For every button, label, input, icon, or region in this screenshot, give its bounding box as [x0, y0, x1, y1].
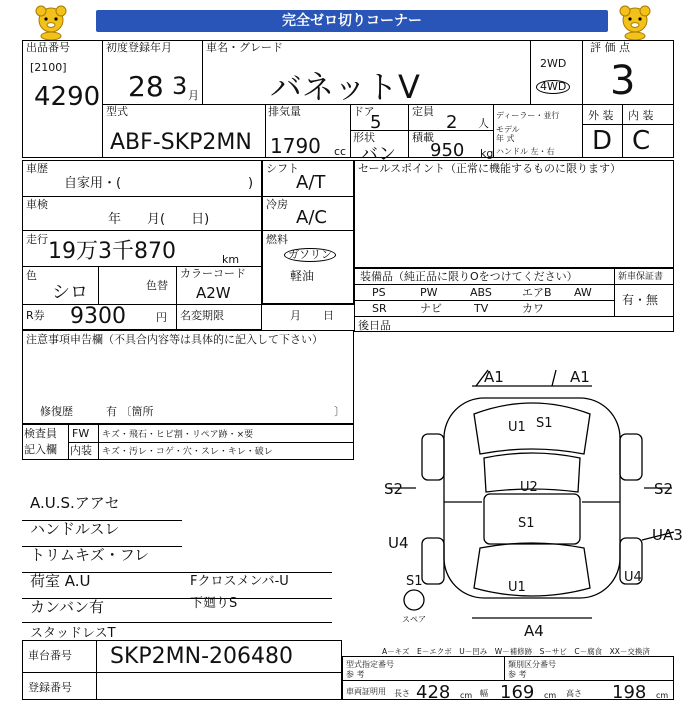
- mark-u1-rear: U1: [508, 580, 526, 595]
- color-code-value: A2W: [196, 284, 231, 302]
- kg-unit: kg: [480, 147, 494, 160]
- first-reg-month: 3: [172, 72, 188, 100]
- drive-4wd: 4WD: [536, 80, 570, 94]
- length-value: 428: [416, 682, 451, 703]
- color-code-label: カラーコード: [180, 267, 246, 280]
- rear-window: [474, 543, 590, 596]
- cert-label: 車両証明用: [346, 687, 386, 696]
- equip-navi: ナビ: [420, 302, 442, 315]
- first-reg-year: 28: [128, 70, 164, 103]
- load-label: 積載: [412, 131, 434, 144]
- equip-airbag: エアB: [522, 286, 552, 299]
- mark-ua3-right: UA3: [652, 526, 683, 544]
- repair-value: 有 〔箇所: [106, 405, 154, 418]
- mascot-left-icon: [28, 4, 74, 40]
- equip-ps: PS: [372, 286, 386, 299]
- doors-label: ドア: [353, 105, 375, 118]
- height-unit: cm: [656, 691, 669, 700]
- drive-2wd: 2WD: [540, 57, 567, 70]
- recycle-value: 9300: [70, 304, 126, 329]
- damage-legend: A－キズ E－エクボ U－凹み W－補修跡 S－サビ C－腐食 XX－交換済: [382, 647, 650, 656]
- sales-point-label: セールスポイント（正常に機能するものに限ります）: [358, 162, 622, 175]
- note-line-6: スタッドレスT: [30, 626, 116, 641]
- spare-label: スペア: [402, 615, 426, 624]
- equip-tv: TV: [474, 302, 489, 315]
- color-label: 色: [26, 269, 37, 282]
- mark-a1-front-left: A1: [484, 368, 504, 386]
- mascot-right-icon: [612, 4, 658, 40]
- shift-label: シフト: [266, 162, 299, 175]
- type-ref: 参 考: [346, 670, 365, 679]
- chassis-label: 車台番号: [28, 649, 72, 662]
- notes-label: 注意事項申告欄（不具合内容等は具体的に記入して下さい）: [26, 333, 323, 346]
- month-suffix: 月: [188, 89, 199, 102]
- cc-unit: cc: [334, 145, 347, 158]
- warranty-label: 新車保証書: [618, 272, 664, 282]
- score-label: 評 価 点: [590, 41, 630, 54]
- mark-s1-windshield: S1: [536, 416, 553, 431]
- note-right-1: Fクロスメンバ-U: [190, 574, 289, 589]
- ext-grade: D: [592, 126, 613, 156]
- ext-label: 外 装: [588, 109, 614, 122]
- inspection-value: 年 月( 日): [108, 212, 210, 227]
- spare-tire-icon: [404, 590, 424, 610]
- inspector-int-row: キズ・汚レ・コゲ・穴・スレ・キレ・破レ: [102, 447, 273, 457]
- fuel-label: 燃料: [266, 233, 288, 246]
- km-unit: km: [222, 253, 240, 266]
- inspector-interior: 内装: [70, 444, 92, 457]
- windshield: [474, 403, 590, 454]
- mark-a1-front-right: A1: [570, 368, 590, 386]
- int-grade: C: [632, 126, 651, 156]
- sales-point-frame: [354, 160, 674, 268]
- color-change-label: 色替: [146, 279, 168, 292]
- equip-abs: ABS: [470, 286, 492, 299]
- class-label: 類別区分番号: [508, 660, 556, 669]
- ac-value: A/C: [296, 207, 327, 228]
- mark-u1-windshield: U1: [508, 420, 526, 435]
- car-body-outline: [444, 398, 620, 598]
- width-unit: cm: [544, 691, 557, 700]
- model-year-line1: モデル: [496, 125, 520, 134]
- model-label: 型式: [106, 105, 128, 118]
- shape-value: バン: [360, 144, 396, 165]
- mark-s2-left: S2: [384, 480, 404, 498]
- int-label: 内 装: [628, 109, 654, 122]
- repair-label: 修復歴: [40, 405, 73, 418]
- capacity-value: 2: [446, 112, 458, 133]
- note-line-1: A.U.S.アアセ: [30, 494, 120, 512]
- note-line-5: カンバン有: [30, 598, 104, 616]
- handle-label: ハンドル 左・右: [496, 147, 555, 156]
- load-value: 950: [430, 140, 465, 161]
- displacement-label: 排気量: [268, 105, 301, 118]
- shift-value: A/T: [296, 172, 326, 193]
- recycle-label: R券: [26, 309, 45, 322]
- history-value: 自家用・(: [64, 176, 122, 191]
- equip-pw: PW: [420, 286, 438, 299]
- front-left-wheel: [422, 434, 444, 480]
- history-close: ): [248, 176, 254, 191]
- note-line-2: ハンドルスレ: [30, 520, 120, 538]
- class-ref: 参 考: [508, 670, 527, 679]
- score-value: 3: [610, 58, 636, 104]
- yen-unit: 円: [156, 311, 167, 324]
- note-right-2: 下廻りS: [190, 596, 238, 611]
- inspector-label-1: 検査員: [24, 427, 57, 440]
- mark-s1-spare: S1: [406, 574, 423, 589]
- shape-label: 形状: [353, 131, 375, 144]
- persons-unit: 人: [478, 117, 489, 130]
- doors-value: 5: [370, 112, 382, 133]
- length-unit: cm: [460, 691, 473, 700]
- displacement-value: 1790: [270, 134, 321, 158]
- name-change-label: 名変期限: [180, 309, 224, 322]
- mileage-label: 走行: [26, 233, 48, 246]
- first-reg-label: 初度登録年月: [106, 41, 172, 54]
- repair-close: 〕: [334, 405, 345, 418]
- equip-aw: AW: [574, 286, 592, 299]
- dealer-label: ディーラー・並行: [496, 111, 560, 120]
- lot-number: 4290: [34, 82, 101, 112]
- note-line-3: トリムキズ・フレ: [30, 546, 150, 564]
- mark-u4-left: U4: [388, 534, 409, 552]
- history-label: 車歴: [26, 162, 48, 175]
- note-line-4: 荷室 A.U: [30, 572, 91, 590]
- mark-s2-right: S2: [654, 480, 674, 498]
- after-label: 後日品: [358, 319, 391, 332]
- name-change-value: 月 日: [290, 309, 334, 322]
- lot-label: 出品番号: [26, 41, 70, 54]
- width-value: 169: [500, 682, 535, 703]
- warranty-value: 有・無: [622, 293, 659, 307]
- model-year-line2: 年 式: [496, 134, 515, 143]
- lot-code: [2100]: [30, 61, 67, 74]
- color-value: シロ: [52, 282, 88, 303]
- rear-left-wheel: [422, 538, 444, 584]
- fuel-diesel: 軽油: [290, 269, 315, 283]
- equipment-label: 装備品（純正品に限りOをつけてください）: [360, 270, 578, 283]
- car-name: バネットV: [270, 68, 420, 106]
- equip-leather: カワ: [522, 302, 544, 315]
- inspection-label: 車検: [26, 198, 48, 211]
- length-label: 長さ: [394, 689, 410, 698]
- mark-u4-rear-right: U4: [624, 570, 642, 585]
- banner-title: 完全ゼロ切りコーナー: [96, 10, 608, 32]
- inspector-fw: FW: [72, 427, 90, 440]
- reg-label: 登録番号: [28, 681, 72, 694]
- front-right-wheel: [620, 434, 642, 480]
- capacity-label: 定員: [412, 105, 434, 118]
- height-label: 高さ: [566, 689, 582, 698]
- type-label: 型式指定番号: [346, 660, 394, 669]
- ac-label: 冷房: [266, 198, 288, 211]
- inspector-label-2: 記入欄: [24, 443, 57, 456]
- width-label: 幅: [480, 689, 488, 698]
- model-value: ABF-SKP2MN: [110, 130, 252, 155]
- mark-u2-roof: U2: [520, 480, 538, 495]
- mark-a4-rear: A4: [524, 622, 544, 640]
- car-name-label: 車名・グレード: [206, 41, 283, 54]
- chassis-value: SKP2MN-206480: [110, 644, 294, 669]
- equip-sr: SR: [372, 302, 387, 315]
- inspector-fw-row: キズ・飛石・ヒビ割・リペア跡・×要: [102, 430, 254, 440]
- mark-s1-roof: S1: [518, 516, 535, 531]
- height-value: 198: [612, 682, 647, 703]
- fuel-gasoline: ガソリン: [284, 248, 336, 262]
- car-diagram: [372, 362, 692, 630]
- mileage-value: 19万3千870: [48, 239, 176, 264]
